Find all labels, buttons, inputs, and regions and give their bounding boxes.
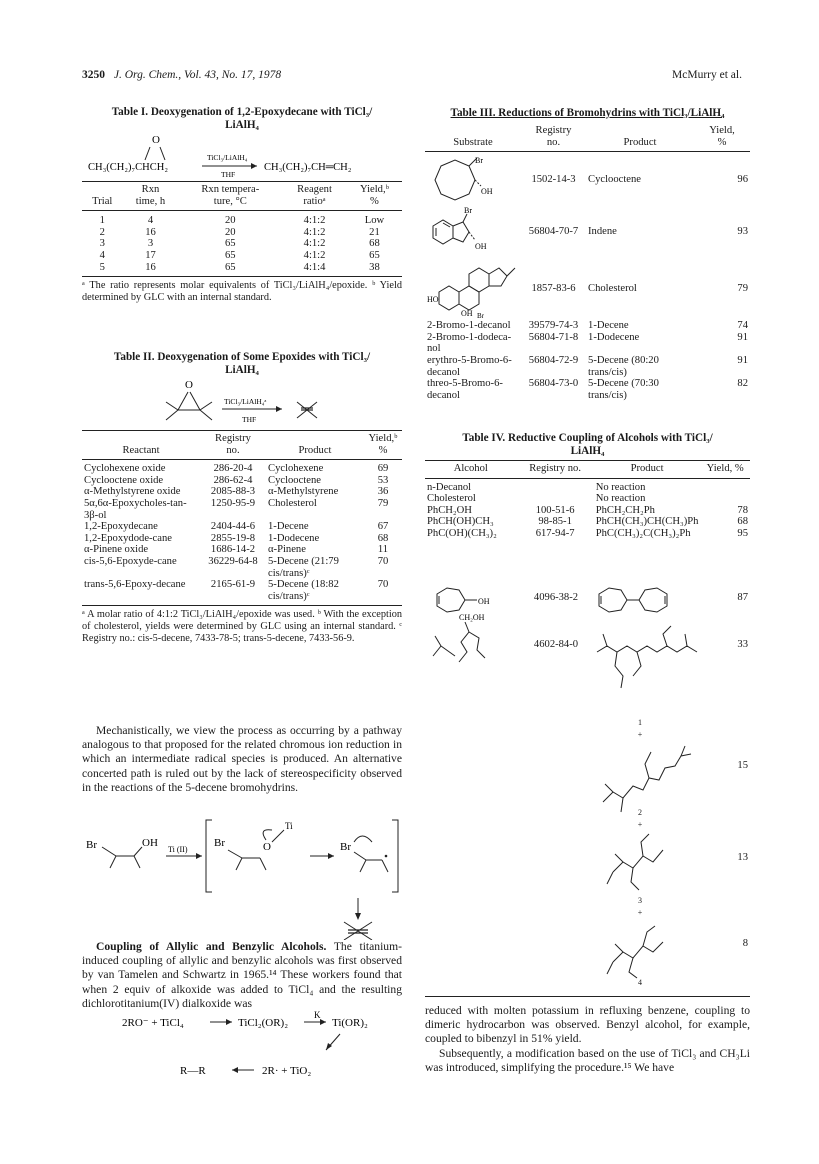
table3-grid: [425, 125, 750, 401]
table-row: 2 16 20 4:1:2 21: [99, 226, 380, 238]
paragraph-mechanism: Mechanistically, we view the process as occurring by a pathway analogous to that proposed for the related chromous ion reduction in which an intermediate radical species is produced. An alternative concerted path is ruled out by the lack of stereospecificity observed in the reactions of the 5-decene bromohydrins.: [82, 724, 402, 794]
compound-number: 3: [638, 896, 642, 905]
svg-text:2RO⁻ + TiCl₄: 2RO⁻ + TiCl₄: [122, 1017, 184, 1029]
svg-text:HO: HO: [427, 295, 439, 305]
table4-yield: 8: [742, 938, 748, 949]
table3-header: Substrate: [453, 136, 493, 148]
table1-footnote: ᵃ The ratio represents molar equivalents of TiCl₃/LiAlH₄/epoxide. ᵇ Yield determined by GLC with an internal standard.: [82, 280, 402, 304]
table-row: α-Methylstyrene oxide 2085-88-3 α-Methylstyrene 36: [84, 486, 389, 498]
bicycloheptenyl-structure: [593, 582, 703, 618]
svg-text:Br: Br: [475, 156, 483, 166]
running-header: [82, 69, 742, 81]
svg-text:OH: OH: [461, 309, 473, 319]
table1-header: Trial: [92, 195, 113, 207]
table-row: PhCH(OH)CH₃ 98-85-1 PhCH(CH₃)CH(CH₃)Ph 68: [427, 516, 748, 528]
table2-scheme: [82, 376, 402, 428]
svg-text:OH: OH: [475, 242, 487, 252]
mechanism-scheme: [82, 812, 407, 940]
scheme-product: CH₃(CH₂)₇CH═CH₂: [264, 162, 352, 173]
table-row: threo-5-Bromo-6-decanol 56804-73-0 5-Decene (70:30 trans/cis) 82: [427, 378, 748, 401]
bromocyclooctanol-structure: [427, 154, 507, 204]
table3-caption: Table III. Reductions of Bromohydrins with TiCl₃/LiAlH₄: [450, 107, 725, 119]
svg-text:CH₂OH: CH₂OH: [459, 613, 485, 622]
compound-number: 1: [638, 718, 642, 727]
table2-header: Reactant: [122, 444, 160, 456]
scheme-reagent: TiCl₃/LiAlH₄: [207, 153, 248, 162]
table4-registry: 4602-84-0: [533, 639, 579, 650]
table-row: 1,2-Epoxydecane 2404-44-6 1-Decene 67: [84, 521, 389, 533]
epoxide-oxygen-label: O: [152, 134, 160, 146]
scheme-solvent: THF: [242, 415, 257, 424]
table-row: 3 3 65 4:1:2 68: [99, 238, 380, 250]
table-row: Br OH 56804-70-7 Indene 93: [425, 206, 750, 258]
epoxide-oxygen-label: O: [185, 379, 193, 391]
product-3-structure: [593, 832, 703, 892]
table2-header: Product: [298, 444, 332, 456]
product-2-structure: [593, 742, 703, 818]
svg-text:OH: OH: [478, 597, 490, 606]
cholestane-bromohydrin-structure: [427, 258, 519, 318]
paragraph-methyllithium: Subsequently, a modification based on the use of TiCl₃ and CH₃Li was introduced, simplifying the procedure.¹⁵ We have: [425, 1047, 750, 1075]
compound-number: 2: [638, 808, 642, 817]
author-line: McMurry et al.: [672, 69, 742, 81]
table-row: Cyclohexene oxide 286-20-4 Cyclohexene 69: [84, 463, 389, 475]
scheme-reagent: TiCl₃/LiAlH₄ᵃ: [224, 397, 267, 406]
scheme-solvent: THF: [221, 170, 236, 179]
table4-header: Registry no.: [529, 463, 581, 474]
table2-header: Registry no.: [215, 433, 251, 456]
page-number: 3250: [82, 69, 105, 81]
product-4-structure: [593, 920, 703, 980]
table4-registry: 4096-38-2: [533, 592, 579, 603]
plus-sign: +: [637, 908, 643, 917]
allylic-alcohol-structure: [429, 610, 509, 666]
table-row: 1,2-Epoxydode-cane 2855-19-8 1-Dodecene 68: [84, 532, 389, 544]
paragraph-coupling: Coupling of Allylic and Benzylic Alcohols. The titanium-induced coupling of allylic and benzylic alcohols was first observed by van Tamelen and Schwartz in 1965.¹⁴ These workers found that when 2 equiv of alkoxide was added to TiCl₄ and the resulting dichlorotitanium(IV) dialkoxide was: [82, 940, 402, 1010]
table2-header: Yield,ᵇ %: [368, 433, 398, 456]
svg-text:2R· + TiO₂: 2R· + TiO₂: [262, 1065, 312, 1077]
table-row: α-Pinene oxide 1686-14-2 α-Pinene 11: [84, 544, 389, 556]
table-row: 2-Bromo-1-dodeca-nol 56804-71-8 1-Dodecene 91: [427, 331, 748, 355]
table4-header: Yield, %: [706, 463, 744, 474]
table4-yield: 15: [737, 760, 748, 771]
svg-text:R—R: R—R: [180, 1065, 206, 1077]
table-row: Cyclooctene oxide 286-62-4 Cyclooctene 53: [84, 474, 389, 486]
table2-caption: Table II. Deoxygenation of Some Epoxides with TiCl₃/ LiAlH₄: [113, 351, 371, 376]
table4-header: Alcohol: [453, 463, 488, 474]
table2-footnote: ᵃ A molar ratio of 4:1:2 TiCl₃/LiAlH₄/epoxide was used. ᵇ With the exception of cholesterol, yields were determined by GLC using an internal standard. ᶜ Registry no.: cis-5-decene, 7433-78-5; trans-5-decene, 7433-56-9.: [82, 609, 402, 645]
compound-number: 4: [638, 978, 642, 987]
svg-text:O: O: [263, 841, 271, 853]
table-row: Cholesterol No reaction: [427, 493, 646, 505]
table4-yield: 87: [737, 592, 748, 603]
table4-yield: 13: [737, 852, 748, 863]
table-row: n-Decanol No reaction: [427, 481, 646, 493]
scheme-titanium-coupling: [82, 1010, 402, 1086]
table3-header: Registry no.: [535, 125, 572, 148]
table1-caption: Table I. Deoxygenation of 1,2-Epoxydecane with TiCl₃/ LiAlH₄: [111, 106, 373, 131]
table4-header: Product: [630, 463, 664, 474]
journal-citation: J. Org. Chem., Vol. 43, No. 17, 1978: [113, 69, 282, 81]
titanium-label: Ti: [285, 821, 293, 831]
scheme-k-label: K: [314, 1010, 321, 1020]
svg-text:OH: OH: [142, 837, 158, 849]
table-row: cis-5,6-Epoxyde-cane 36229-64-8 5-Decene (21:79 cis/trans)ᶜ 70: [84, 555, 389, 579]
svg-text:Br: Br: [86, 839, 97, 851]
table3-header: Product: [623, 136, 657, 148]
table-row: 5α,6α-Epoxycholes-tan-3β-ol 1250-95-9 Cholesterol 79: [84, 497, 389, 521]
bromoindanol-structure: [427, 206, 507, 256]
table4-yield: 33: [737, 639, 748, 650]
table1-header: Rxn tempera- ture, °C: [201, 184, 260, 207]
table3-header: Yield, %: [709, 125, 735, 148]
table-row: 5 16 65 4:1:4 38: [99, 261, 380, 273]
table-row: HO OH Br 1857-83-6 Cholesterol 79: [425, 258, 750, 320]
table4: [425, 460, 750, 540]
table2-grid: [82, 433, 402, 602]
table-row: erythro-5-Bromo-6-decanol 56804-72-9 5-Decene (80:20 trans/cis) 91: [427, 354, 748, 378]
svg-text:Br: Br: [477, 312, 484, 319]
coupled-dimer-structure: [593, 622, 703, 690]
table-row: PhCH₂OH 100-51-6 PhCH₂CH₂Ph 78: [427, 504, 748, 516]
table-row: trans-5,6-Epoxy-decane 2165-61-9 5-Decene (18:82 cis/trans)ᶜ 70: [84, 579, 389, 602]
table4-grid: [425, 463, 750, 540]
table1: [82, 181, 402, 304]
table1-header: Reagent ratioᵃ: [297, 184, 332, 207]
svg-text:TiCl₂(OR)₂: TiCl₂(OR)₂: [238, 1017, 289, 1029]
table-row: 2-Bromo-1-decanol 39579-74-3 1-Decene 74: [427, 320, 748, 332]
table-row: PhC(OH)(CH₃)₂ 617-94-7 PhC(CH₃)₂C(CH₃)₂Ph 95: [427, 527, 748, 539]
table2: [82, 430, 402, 645]
table-row: 1 4 20 4:1:2 Low: [99, 215, 385, 227]
svg-text:Br: Br: [464, 206, 472, 216]
table3: [425, 125, 750, 401]
paragraph-potassium: reduced with molten potassium in refluxing benzene, coupling to dimeric hydrocarbon was observed. Benzyl alcohol, for example, coupled to bibenzyl in 51% yield.: [425, 1004, 750, 1046]
plus-sign: +: [637, 730, 643, 739]
table4-caption: Table IV. Reductive Coupling of Alcohols with TiCl₃/ LiAlH₄: [462, 432, 713, 457]
scheme-reactant: CH₃(CH₂)₇CHCH₂: [88, 162, 168, 173]
table-row: 4 17 65 4:1:2 65: [99, 249, 380, 261]
table1-header: Rxn time, h: [135, 184, 166, 207]
table-row: Br OH 1502-14-3 Cyclooctene 96: [425, 154, 750, 206]
table1-grid: [82, 184, 402, 273]
svg-text:Ti(OR)₂: Ti(OR)₂: [332, 1017, 368, 1029]
table4-structure-rows: [425, 582, 750, 1002]
svg-text:Br: Br: [340, 841, 351, 853]
mechanism-reagent: Ti (II): [168, 845, 188, 854]
svg-text:OH: OH: [481, 187, 493, 197]
svg-text:Br: Br: [214, 837, 225, 849]
table1-scheme: [82, 130, 402, 180]
table4-bottom-rule: [425, 996, 750, 997]
section-heading: Coupling of Allylic and Benzylic Alcohols.: [96, 940, 327, 953]
plus-sign: +: [637, 820, 643, 829]
table1-header: Yield,ᵇ %: [360, 184, 389, 207]
